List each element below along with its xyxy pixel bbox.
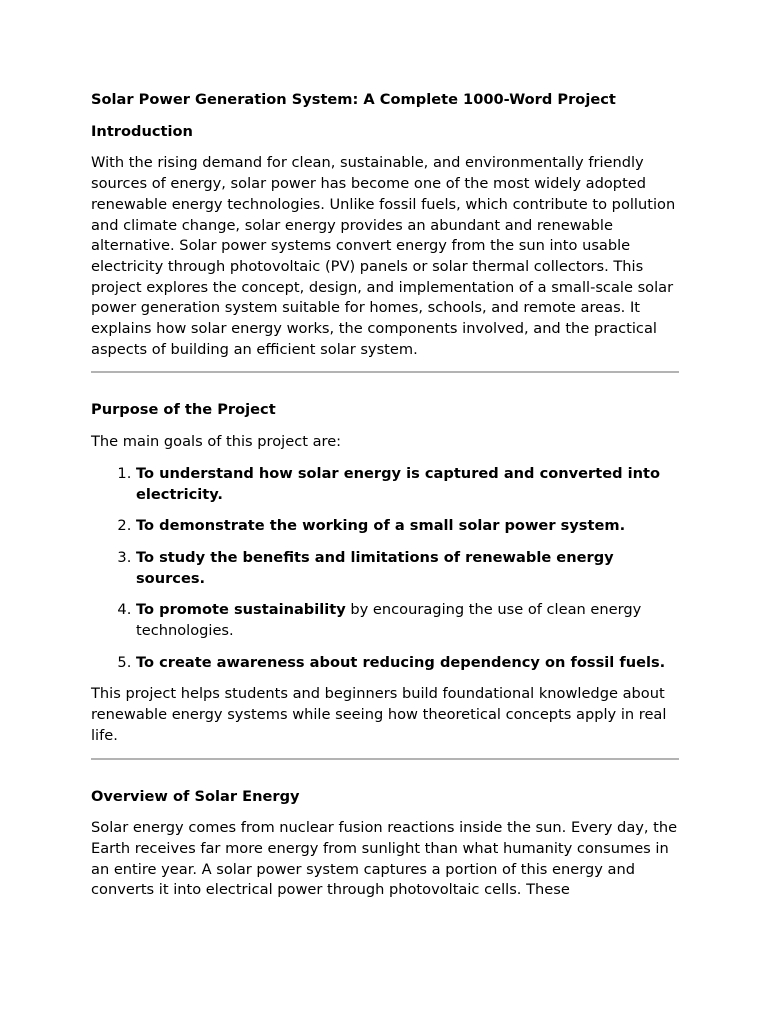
overview-heading: Overview of Solar Energy <box>91 787 300 805</box>
section-divider <box>91 758 679 760</box>
introduction-heading: Introduction <box>91 122 193 140</box>
document-page <box>91 90 679 912</box>
list-item <box>136 516 679 537</box>
goal-bold-text: To create awareness about reducing dependency on fossil fuels. <box>136 653 666 671</box>
list-item <box>136 548 679 589</box>
overview-paragraph: Solar energy comes from nuclear fusion reactions inside the sun. Every day, the Earth receives far more energy from sunlight than what humanity consumes in an entire year. A solar power system captures a portion of this energy and converts it into electrical power through photovoltaic cells. These <box>91 819 678 899</box>
goal-bold-text: To understand how solar energy is captured and converted into electricity. <box>136 464 661 503</box>
section-divider <box>91 371 679 373</box>
list-item <box>136 464 679 505</box>
goals-list <box>91 464 679 674</box>
purpose-intro: The main goals of this project are: <box>91 433 342 451</box>
list-item <box>136 653 679 674</box>
goal-bold-text: To study the benefits and limitations of renewable energy sources. <box>136 548 614 587</box>
purpose-closing: This project helps students and beginners build foundational knowledge about renewable energy systems while seeing how theoretical concepts apply in real life. <box>91 685 667 744</box>
list-item <box>136 600 679 641</box>
goal-bold-text: To demonstrate the working of a small solar power system. <box>136 517 626 535</box>
goal-rest-text: by encouraging the use of clean energy technologies. <box>136 601 642 640</box>
introduction-paragraph: With the rising demand for clean, sustainable, and environmentally friendly sources of energy, solar power has become one of the most widely adopted renewable energy technologies. Unlike fossil fuels, which contribute to pollution and climate change, solar energy provides an abundant and renewable alternative. Solar power systems convert energy from the sun into usable electricity through photovoltaic (PV) panels or solar thermal collectors. This project explores the concept, design, and implementation of a small-scale solar power generation system suitable for homes, schools, and remote areas. It explains how solar energy works, the components involved, and the practical aspects of building an efficient solar system. <box>91 154 676 358</box>
purpose-heading: Purpose of the Project <box>91 401 276 419</box>
document-title: Solar Power Generation System: A Complete 1000-Word Project <box>91 91 616 108</box>
goal-bold-text: To promote sustainability <box>136 601 346 619</box>
